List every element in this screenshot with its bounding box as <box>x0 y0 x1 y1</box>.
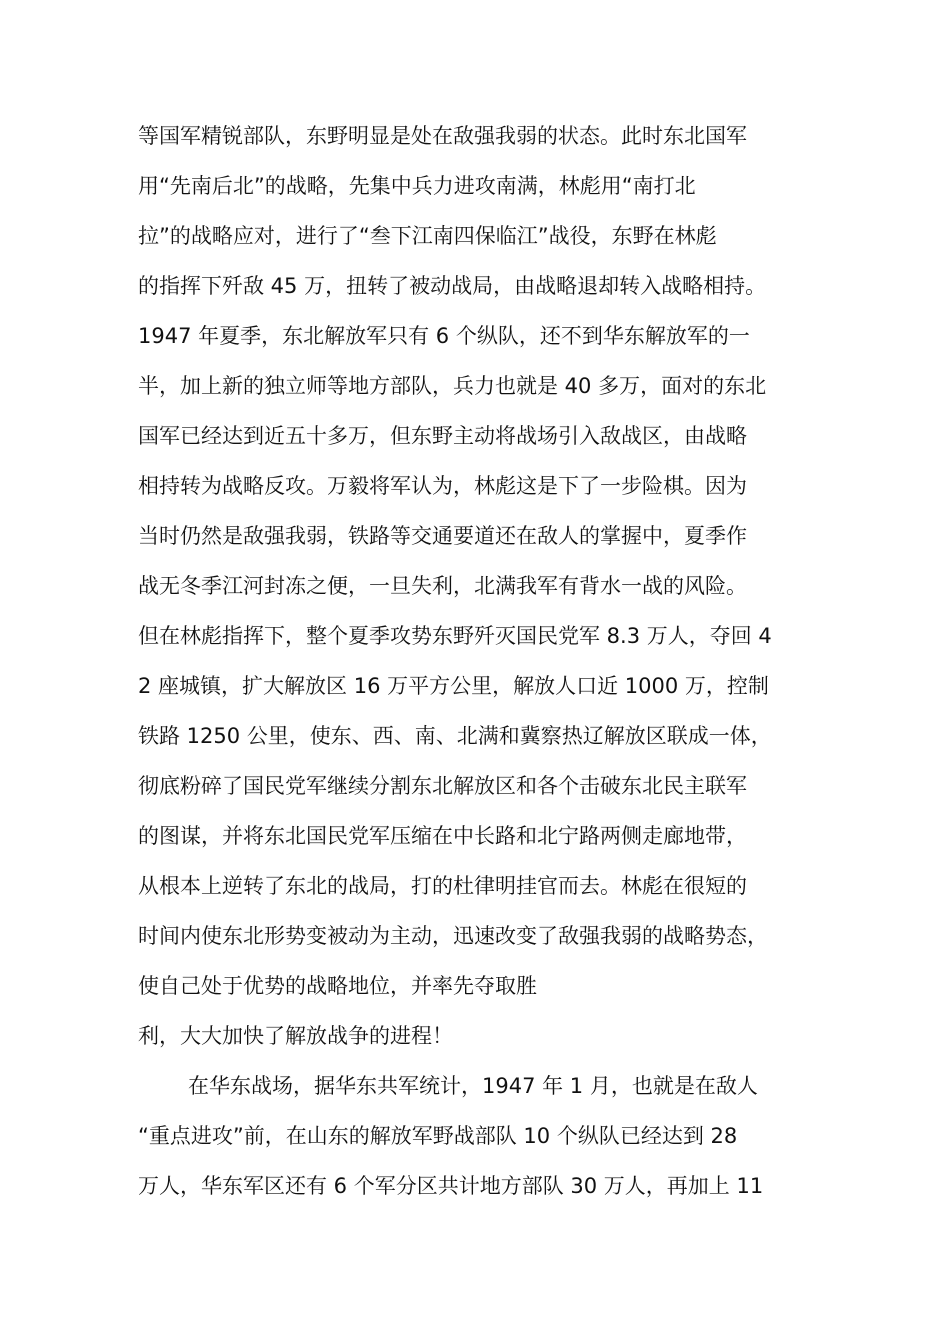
text-line: 用“先南后北”的战略，先集中兵力进攻南满，林彪用“南打北 <box>138 174 696 198</box>
text-line: “重点进攻”前，在山东的解放军野战部队 10 个纵队已经达到 28 <box>138 1124 738 1148</box>
text-line: 从根本上逆转了东北的战局，打的杜律明挂官而去。林彪在很短的 <box>138 874 747 898</box>
text-line: 等国军精锐部队，东野明显是处在敌强我弱的状态。此时东北国军 <box>138 124 747 148</box>
text-line: 铁路 1250 公里，使东、西、南、北满和冀察热辽解放区联成一体， <box>138 724 772 748</box>
text-line: 当时仍然是敌强我弱，铁路等交通要道还在敌人的掌握中，夏季作 <box>138 524 747 548</box>
text-line: 的图谋，并将东北国民党军压缩在中长路和北宁路两侧走廊地带， <box>138 824 747 848</box>
paragraph-first-line: 在华东战场，据华东共军统计，1947 年 1 月，也就是在敌人 <box>188 1074 758 1098</box>
text-line: 相持转为战略反攻。万毅将军认为，林彪这是下了一步险棋。因为 <box>138 474 747 498</box>
text-line: 国军已经达到近五十多万，但东野主动将战场引入敌战区，由战略 <box>138 424 747 448</box>
text-line: 半，加上新的独立师等地方部队，兵力也就是 40 多万，面对的东北 <box>138 374 767 398</box>
text-line: 2 座城镇，扩大解放区 16 万平方公里，解放人口近 1000 万，控制 <box>138 674 769 698</box>
text-line: 万人，华东军区还有 6 个军分区共计地方部队 30 万人，再加上 11 <box>138 1174 764 1198</box>
text-line: 彻底粉碎了国民党军继续分割东北解放区和各个击破东北民主联军 <box>138 774 747 798</box>
text-line: 的指挥下歼敌 45 万，扭转了被动战局，由战略退却转入战略相持。 <box>138 274 767 298</box>
text-line: 拉”的战略应对，进行了“叁下江南四保临江”战役，东野在林彪 <box>138 224 717 248</box>
text-line: 使自己处于优势的战略地位，并率先夺取胜 <box>138 974 537 998</box>
text-line: 战无冬季江河封冻之便，一旦失利，北满我军有背水一战的风险。 <box>138 574 747 598</box>
text-line: 1947 年夏季，东北解放军只有 6 个纵队，还不到华东解放军的一 <box>138 324 750 348</box>
text-line: 利，大大加快了解放战争的进程！ <box>138 1024 453 1048</box>
text-line: 时间内使东北形势变被动为主动，迅速改变了敌强我弱的战略势态， <box>138 924 768 948</box>
text-line: 但在林彪指挥下，整个夏季攻势东野歼灭国民党军 8.3 万人，夺回 4 <box>138 624 772 648</box>
